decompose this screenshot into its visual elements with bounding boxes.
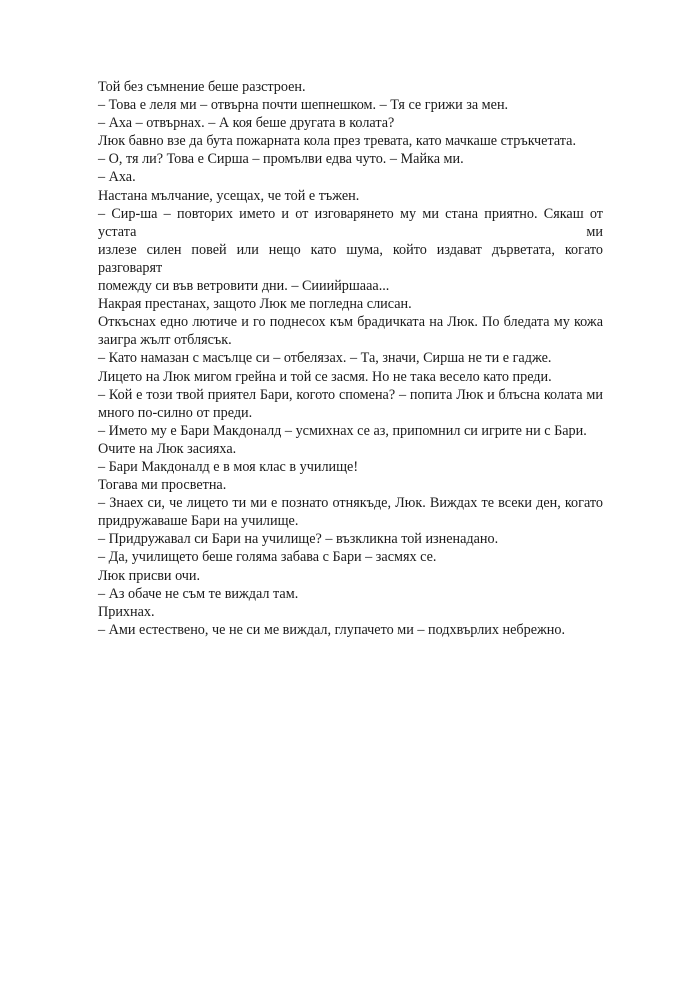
text-line: Люк бавно взе да бута пожарната кола през тревата, като мачкаше стръкчетата.	[98, 133, 576, 150]
text-line: Прихнах.	[98, 603, 155, 620]
text-line: – Знаех си, че лицето ти ми е познато отнякъде, Люк. Виждах те всеки ден, когато	[98, 495, 603, 512]
text-line: – Аха.	[98, 169, 136, 186]
text-line: – Сир-ша – повторих името и от изговарянето му ми стана приятно. Сякаш от устата ми	[98, 205, 603, 240]
text-line: Накрая престанах, защото Люк ме погледна слисан.	[98, 296, 412, 313]
text-line: Лицето на Люк мигом грейна и той се засмя. Но не така весело като преди.	[98, 368, 552, 385]
text-line: – Аха – отвърнах. – А коя беше другата в колата?	[98, 115, 395, 132]
text-line: – О, тя ли? Това е Сирша – промълви едва чуто. – Майка ми.	[98, 151, 464, 168]
text-line: – Аз обаче не съм те виждал там.	[98, 585, 299, 602]
text-line: много по-силно от преди.	[98, 404, 253, 421]
text-line: Люк присви очи.	[98, 567, 201, 584]
text-line: придружаваше Бари на училище.	[98, 513, 299, 530]
text-line: Той без съмнение беше разстроен.	[98, 79, 306, 95]
text-line: – Да, училището беше голяма забава с Бари – засмях се.	[98, 549, 437, 566]
text-line: заигра жълт отблясък.	[98, 332, 232, 349]
text-line: помежду си във ветровити дни. – Сииийршааа...	[98, 278, 390, 295]
text-line: Настана мълчание, усещах, че той е тъжен.	[98, 187, 360, 204]
text-line: – Кой е този твой приятел Бари, когото спомена? – попита Люк и блъсна колата ми	[98, 386, 603, 403]
text-line: – Придружавал си Бари на училище? – възкликна той изненадано.	[98, 531, 499, 548]
text-line: – Като намазан с масълце си – отбелязах. – Та, значи, Сирша не ти е гадже.	[98, 350, 552, 367]
text-line: Откъснах едно лютиче и го поднесох към брадичката на Люк. По бледата му кожа	[98, 314, 603, 331]
document-body	[98, 78, 603, 639]
text-line: – Бари Макдоналд е в моя клас в училище!	[98, 458, 359, 475]
text-line: – Това е леля ми – отвърна почти шепнешком. – Тя се грижи за мен.	[98, 97, 509, 114]
text-line: – Името му е Бари Макдоналд – усмихнах се аз, припомнил си игрите ни с Бари.	[98, 422, 587, 439]
text-line: излезе силен повей или нещо като шума, който издават дърветата, когато разговарят	[98, 241, 603, 276]
text-line: – Ами естествено, че не си ме виждал, глупачето ми – подхвърлих небрежно.	[98, 621, 566, 638]
text-line: Тогава ми просветна.	[98, 477, 227, 494]
text-line: Очите на Люк засияха.	[98, 440, 237, 457]
